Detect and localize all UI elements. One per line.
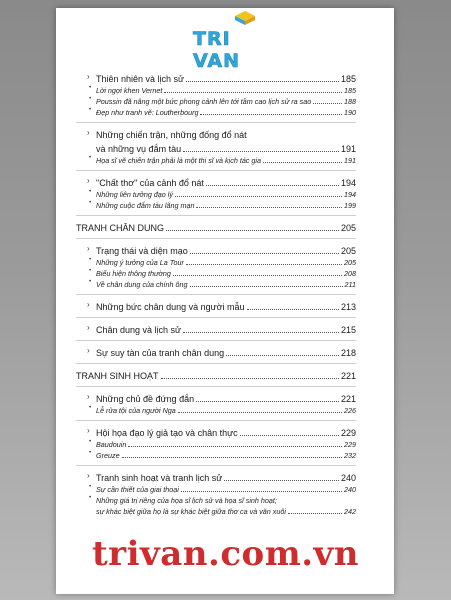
toc-entry-title: Trạng thái và diện mạo — [96, 246, 188, 256]
toc-subentry — [76, 84, 356, 95]
bullet-marker: › — [87, 128, 90, 137]
bullet-marker: › — [87, 72, 90, 81]
toc-page-number: 191 — [340, 144, 356, 154]
dot-leader — [186, 81, 339, 82]
dot-leader — [288, 513, 342, 514]
toc-subentry — [76, 449, 356, 460]
toc-page-number: 190 — [344, 108, 356, 117]
toc-subentry — [76, 438, 356, 449]
toc-entry — [76, 140, 356, 154]
toc-page-number: 213 — [340, 302, 356, 312]
toc-subentry-title: Những cuộc đắm tàu lãng mạn — [96, 201, 195, 210]
dot-leader — [196, 207, 342, 208]
toc-subentry-title: Những liên tưởng đạo lý — [96, 190, 173, 199]
toc-subentry — [76, 278, 356, 289]
dot-leader — [173, 275, 342, 276]
dot-leader — [183, 332, 339, 333]
dot-leader — [181, 491, 342, 492]
toc-subentry — [76, 154, 356, 165]
toc-entry-title: Thiên nhiên và lịch sử — [96, 74, 185, 84]
bullet-marker: • — [89, 257, 92, 263]
bullet-marker: › — [87, 323, 90, 332]
toc-divider — [76, 340, 356, 341]
toc-page-number: 211 — [344, 280, 356, 289]
toc-entry — [76, 242, 356, 256]
dot-leader — [166, 230, 339, 231]
bullet-marker: › — [87, 471, 90, 480]
toc-subentry — [76, 188, 356, 199]
bullet-marker: › — [87, 346, 90, 355]
toc-page-number: 208 — [344, 269, 356, 278]
toc-page-number: 240 — [344, 485, 356, 494]
toc-subentry-title: Những ý tưởng của La Tour — [96, 258, 184, 267]
dot-leader — [196, 401, 339, 402]
bullet-marker: • — [89, 279, 92, 285]
toc-page-number: 185 — [340, 74, 356, 84]
toc-page-number: 229 — [340, 428, 356, 438]
toc-subentry-title: Lời ngợi khen Vernet — [96, 86, 163, 95]
toc-page-number: 205 — [340, 223, 356, 233]
toc-page-number: 205 — [344, 258, 356, 267]
trivan-logo — [193, 6, 269, 72]
toc-subentry — [76, 199, 356, 210]
toc-divider — [76, 465, 356, 466]
toc-entry — [76, 174, 356, 188]
dot-leader — [183, 151, 339, 152]
toc-subentry-title: Sự cần thiết của giai thoại — [96, 485, 179, 494]
dot-leader — [313, 103, 342, 104]
toc-divider — [76, 170, 356, 171]
toc-page-number: 194 — [344, 190, 356, 199]
toc-divider — [76, 317, 356, 318]
toc-page-number: 218 — [340, 348, 356, 358]
toc-subentry-title: Baudouin — [96, 440, 127, 449]
toc-entry — [76, 390, 356, 404]
dot-leader — [226, 355, 339, 356]
toc-subentry — [76, 505, 356, 516]
toc-subentry-title: Poussin đã nâng một bức phong cảnh lên tới tầm cao lịch sử ra sao — [96, 97, 312, 106]
toc-entry-title: Hội họa đạo lý giả tạo và chân thực — [96, 428, 238, 438]
bullet-marker: • — [89, 439, 92, 445]
dot-leader — [190, 286, 343, 287]
bullet-marker: • — [89, 189, 92, 195]
bullet-marker: • — [89, 484, 92, 490]
bullet-marker: • — [89, 268, 92, 274]
toc-page-number: 242 — [344, 507, 356, 516]
toc-entry — [76, 344, 356, 358]
dot-leader — [263, 162, 342, 163]
toc-page-number: 188 — [344, 97, 356, 106]
toc-entry-title: "Chất thơ" của cảnh đổ nát — [96, 178, 204, 188]
toc-page-number: 199 — [344, 201, 356, 210]
toc-subentry — [76, 256, 356, 267]
toc-entry — [76, 469, 356, 483]
toc-section — [76, 367, 356, 381]
toc-page-number: 215 — [340, 325, 356, 335]
toc-divider — [76, 386, 356, 387]
bullet-marker: › — [87, 244, 90, 253]
toc-divider — [76, 238, 356, 239]
toc-subentry-title: Biểu hiện thông thường — [96, 269, 171, 278]
dot-leader — [164, 92, 342, 93]
dot-leader — [178, 412, 342, 413]
toc-section — [76, 219, 356, 233]
toc-subentry-title: Họa sĩ vẽ chiến trận phải là một thi sĩ và kịch tác gia — [96, 156, 261, 165]
toc-entry-line — [76, 126, 356, 140]
watermark: trivan.com.vn — [91, 534, 360, 574]
toc-page-number: 191 — [344, 156, 356, 165]
dot-leader — [206, 185, 339, 186]
toc-subentry — [76, 483, 356, 494]
toc-entry-title: Những chủ đề đứng đắn — [96, 394, 195, 404]
toc-entry-title: Tranh sinh hoạt và tranh lịch sử — [96, 473, 223, 483]
toc-subentry — [76, 267, 356, 278]
toc-divider — [76, 363, 356, 364]
dot-leader — [175, 196, 342, 197]
toc-divider — [76, 420, 356, 421]
toc-entry-title: Sự suy tàn của tranh chân dung — [96, 348, 225, 358]
book-icon — [233, 8, 257, 26]
toc-page-number: 226 — [344, 406, 356, 415]
bullet-marker: • — [89, 450, 92, 456]
bullet-marker: › — [87, 392, 90, 401]
toc-subentry-title: Greuze — [96, 451, 120, 460]
toc-page-number: 232 — [344, 451, 356, 460]
bullet-marker: › — [87, 426, 90, 435]
toc-subentry-title: Về chân dung của chính ông — [96, 280, 188, 289]
bullet-marker: • — [89, 155, 92, 161]
toc-subentry — [76, 95, 356, 106]
dot-leader — [186, 264, 342, 265]
toc-entry — [76, 70, 356, 84]
toc-subentry-title-cont: sự khác biệt giữa họ là sự khác biệt giữa thơ ca và văn xuôi — [96, 507, 286, 516]
toc-subentry-title: Đẹp như tranh vẽ: Loutherbourg — [96, 108, 199, 117]
toc-entry — [76, 424, 356, 438]
toc-page-number: 205 — [340, 246, 356, 256]
toc-subentry-title: Lễ rửa tội của người Nga — [96, 406, 176, 415]
toc-section-title: TRANH SINH HOẠT — [76, 371, 159, 381]
toc-entry-title: Chân dung và lịch sử — [96, 325, 182, 335]
toc-entry-title-cont: và những vụ đắm tàu — [96, 144, 182, 154]
toc-page-number: 194 — [340, 178, 356, 188]
dot-leader — [161, 378, 339, 379]
table-of-contents — [76, 70, 356, 516]
logo-text: TRI VAN — [193, 28, 241, 72]
toc-divider — [76, 215, 356, 216]
toc-page-number: 240 — [340, 473, 356, 483]
bullet-marker: • — [89, 405, 92, 411]
toc-entry-title: Những bức chân dung và người mẫu — [96, 302, 245, 312]
toc-subentry-line — [76, 494, 356, 505]
toc-entry-title: Những chiến trận, những đống đổ nát — [96, 130, 247, 140]
toc-entry — [76, 321, 356, 335]
bullet-marker: • — [89, 495, 92, 501]
dot-leader — [200, 114, 342, 115]
toc-page-number: 229 — [344, 440, 356, 449]
bullet-marker: › — [87, 300, 90, 309]
toc-section-title: TRANH CHÂN DUNG — [76, 223, 165, 233]
dot-leader — [224, 480, 339, 481]
bullet-marker: • — [89, 107, 92, 113]
dot-leader — [122, 457, 342, 458]
toc-page-number: 185 — [344, 86, 356, 95]
dot-leader — [247, 309, 339, 310]
bullet-marker: • — [89, 200, 92, 206]
toc-subentry-title: Những giá trị riêng của họa sĩ lịch sử và họa sĩ sinh hoạt; — [96, 496, 277, 505]
dot-leader — [128, 446, 342, 447]
toc-divider — [76, 294, 356, 295]
dot-leader — [240, 435, 339, 436]
bullet-marker: › — [87, 176, 90, 185]
toc-subentry — [76, 404, 356, 415]
toc-divider — [76, 122, 356, 123]
toc-page-number: 221 — [340, 371, 356, 381]
toc-entry — [76, 298, 356, 312]
toc-subentry — [76, 106, 356, 117]
bullet-marker: • — [89, 85, 92, 91]
bullet-marker: • — [89, 96, 92, 102]
toc-page-number: 221 — [340, 394, 356, 404]
dot-leader — [190, 253, 339, 254]
